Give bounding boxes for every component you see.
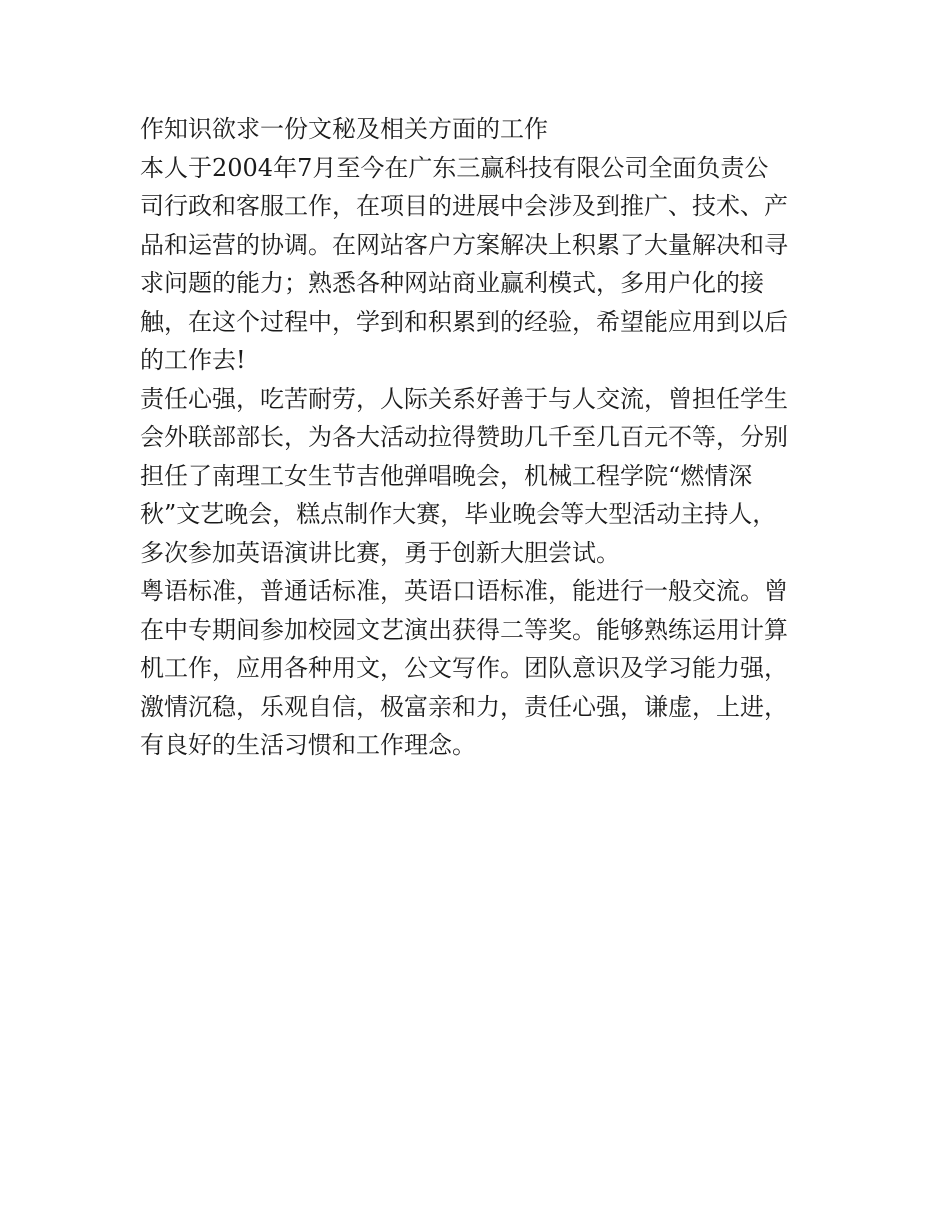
skills-line-4: 激情沉稳，乐观自信，极富亲和力，责任心强，谦虚，上进， <box>140 692 788 721</box>
personality-line-5: 多次参加英语演讲比赛，勇于创新大胆尝试。 <box>140 538 620 567</box>
experience-line-1: 本人于2004年7月至今在广东三赢科技有限公司全面负责公 <box>140 153 769 182</box>
personality-line-2: 会外联部部长，为各大活动拉得赞助几千至几百元不等，分别 <box>140 423 788 451</box>
experience-line-2: 司行政和客服工作，在项目的进展中会涉及到推广、技术、产 <box>140 192 788 220</box>
experience-line-3: 品和运营的协调。在网站客户方案解决上积累了大量解决和寻 <box>140 230 788 259</box>
personality-line-1: 责任心强，吃苦耐劳，人际关系好善于与人交流，曾担任学生 <box>140 384 788 413</box>
skills-line-2: 在中专期间参加校园文艺演出获得二等奖。能够熟练运用计算 <box>140 615 788 644</box>
objective-line: 作知识欲求一份文秘及相关方面的工作 <box>140 115 548 143</box>
document-body <box>140 110 815 765</box>
skills-line-5: 有良好的生活习惯和工作理念。 <box>140 731 476 759</box>
experience-line-5: 触，在这个过程中，学到和积累到的经验，希望能应用到以后 <box>140 307 788 336</box>
skills-line-3: 机工作，应用各种用文，公文写作。团队意识及学习能力强， <box>140 654 788 682</box>
experience-line-6: 的工作去! <box>140 346 246 374</box>
personality-line-3: 担任了南理工女生节吉他弹唱晚会，机械工程学院“燃情深 <box>140 461 753 490</box>
skills-line-1: 粤语标准，普通话标准，英语口语标准，能进行一般交流。曾 <box>140 577 788 605</box>
experience-line-4: 求问题的能力；熟悉各种网站商业赢利模式，多用户化的接 <box>140 269 764 297</box>
personality-line-4: 秋”文艺晚会，糕点制作大赛，毕业晚会等大型活动主持人， <box>140 500 777 528</box>
